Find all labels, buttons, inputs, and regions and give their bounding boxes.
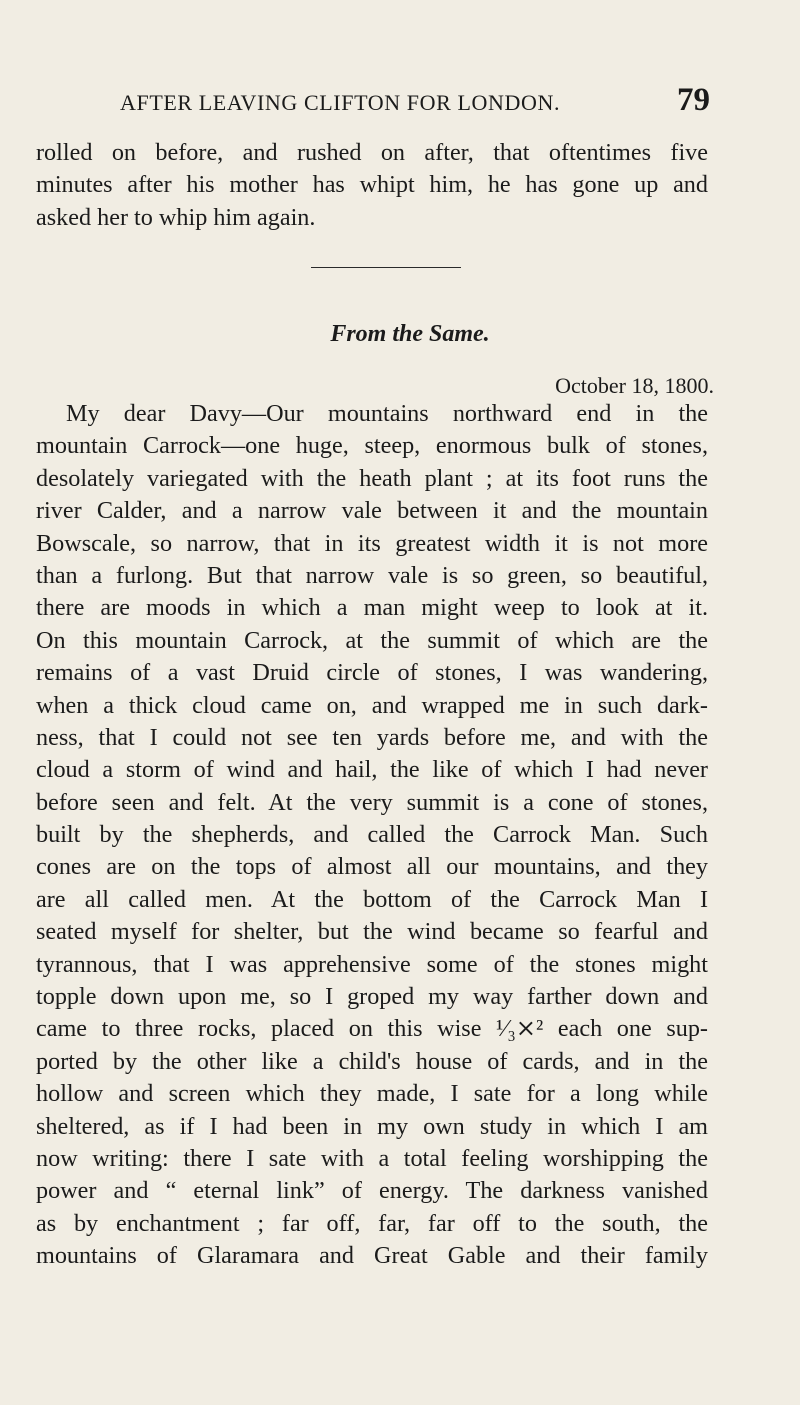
text-line: cloud a storm of wind and hail, the like of which I had never: [36, 756, 708, 784]
text-line: came to three rocks, placed on this wise ¹⁄₃⨯² each one sup-: [36, 1015, 708, 1043]
text-line: mountain Carrock—one huge, steep, enormous bulk of stones,: [36, 432, 708, 460]
letter-date: October 18, 1800.: [555, 373, 714, 398]
letter-body: [36, 398, 708, 1273]
text-line: hollow and screen which they made, I sate for a long while: [36, 1080, 708, 1108]
text-line: minutes after his mother has whipt him, he has gone up and: [36, 171, 708, 199]
text-line: seated myself for shelter, but the wind became so fearful and: [36, 918, 708, 946]
text-line: when a thick cloud came on, and wrapped me in such dark-: [36, 691, 708, 719]
text-line: river Calder, and a narrow vale between it and the mountain: [36, 497, 708, 525]
text-line: asked her to whip him again.: [36, 203, 316, 231]
text-line: are all called men. At the bottom of the Carrock Man I: [36, 885, 708, 913]
text-line: than a furlong. But that narrow vale is so green, so beautiful,: [36, 561, 708, 589]
page-number: 79: [677, 82, 710, 118]
text-line: remains of a vast Druid circle of stones, I was wandering,: [36, 659, 708, 687]
text-line: sheltered, as if I had been in my own study in which I am: [36, 1112, 708, 1140]
text-line: mountains of Glaramara and Great Gable and their family: [36, 1242, 708, 1270]
running-head: [120, 82, 710, 122]
text-line: power and “ eternal link” of energy. The darkness vanished: [36, 1177, 708, 1205]
text-line: topple down upon me, so I groped my way farther down and: [36, 983, 708, 1011]
text-line: My dear Davy—Our mountains northward end in the: [66, 400, 708, 427]
text-line: before seen and felt. At the very summit is a cone of stones,: [36, 788, 708, 816]
text-line: now writing: there I sate with a total feeling worshipping the: [36, 1144, 708, 1172]
text-line: cones are on the tops of almost all our mountains, and they: [36, 853, 708, 881]
text-line: On this mountain Carrock, at the summit of which are the: [36, 626, 708, 654]
text-line: as by enchantment ; far off, far, far off to the south, the: [36, 1209, 708, 1237]
section-divider: [311, 267, 461, 268]
text-line: rolled on before, and rushed on after, that oftentimes five: [36, 139, 708, 166]
continuation-paragraph: [36, 137, 708, 234]
text-line: tyrannous, that I was apprehensive some of the stones might: [36, 950, 708, 978]
text-line: there are moods in which a man might weep to look at it.: [36, 594, 708, 622]
text-line: Bowscale, so narrow, that in its greatest width it is not more: [36, 529, 708, 557]
text-line: ness, that I could not see ten yards before me, and with the: [36, 723, 708, 751]
text-line: built by the shepherds, and called the Carrock Man. Such: [36, 821, 708, 849]
text-line: desolately variegated with the heath plant ; at its foot runs the: [36, 464, 708, 492]
running-title: AFTER LEAVING CLIFTON FOR LONDON.: [120, 90, 561, 115]
section-heading: From the Same.: [330, 321, 490, 347]
text-line: ported by the other like a child's house of cards, and in the: [36, 1047, 708, 1075]
